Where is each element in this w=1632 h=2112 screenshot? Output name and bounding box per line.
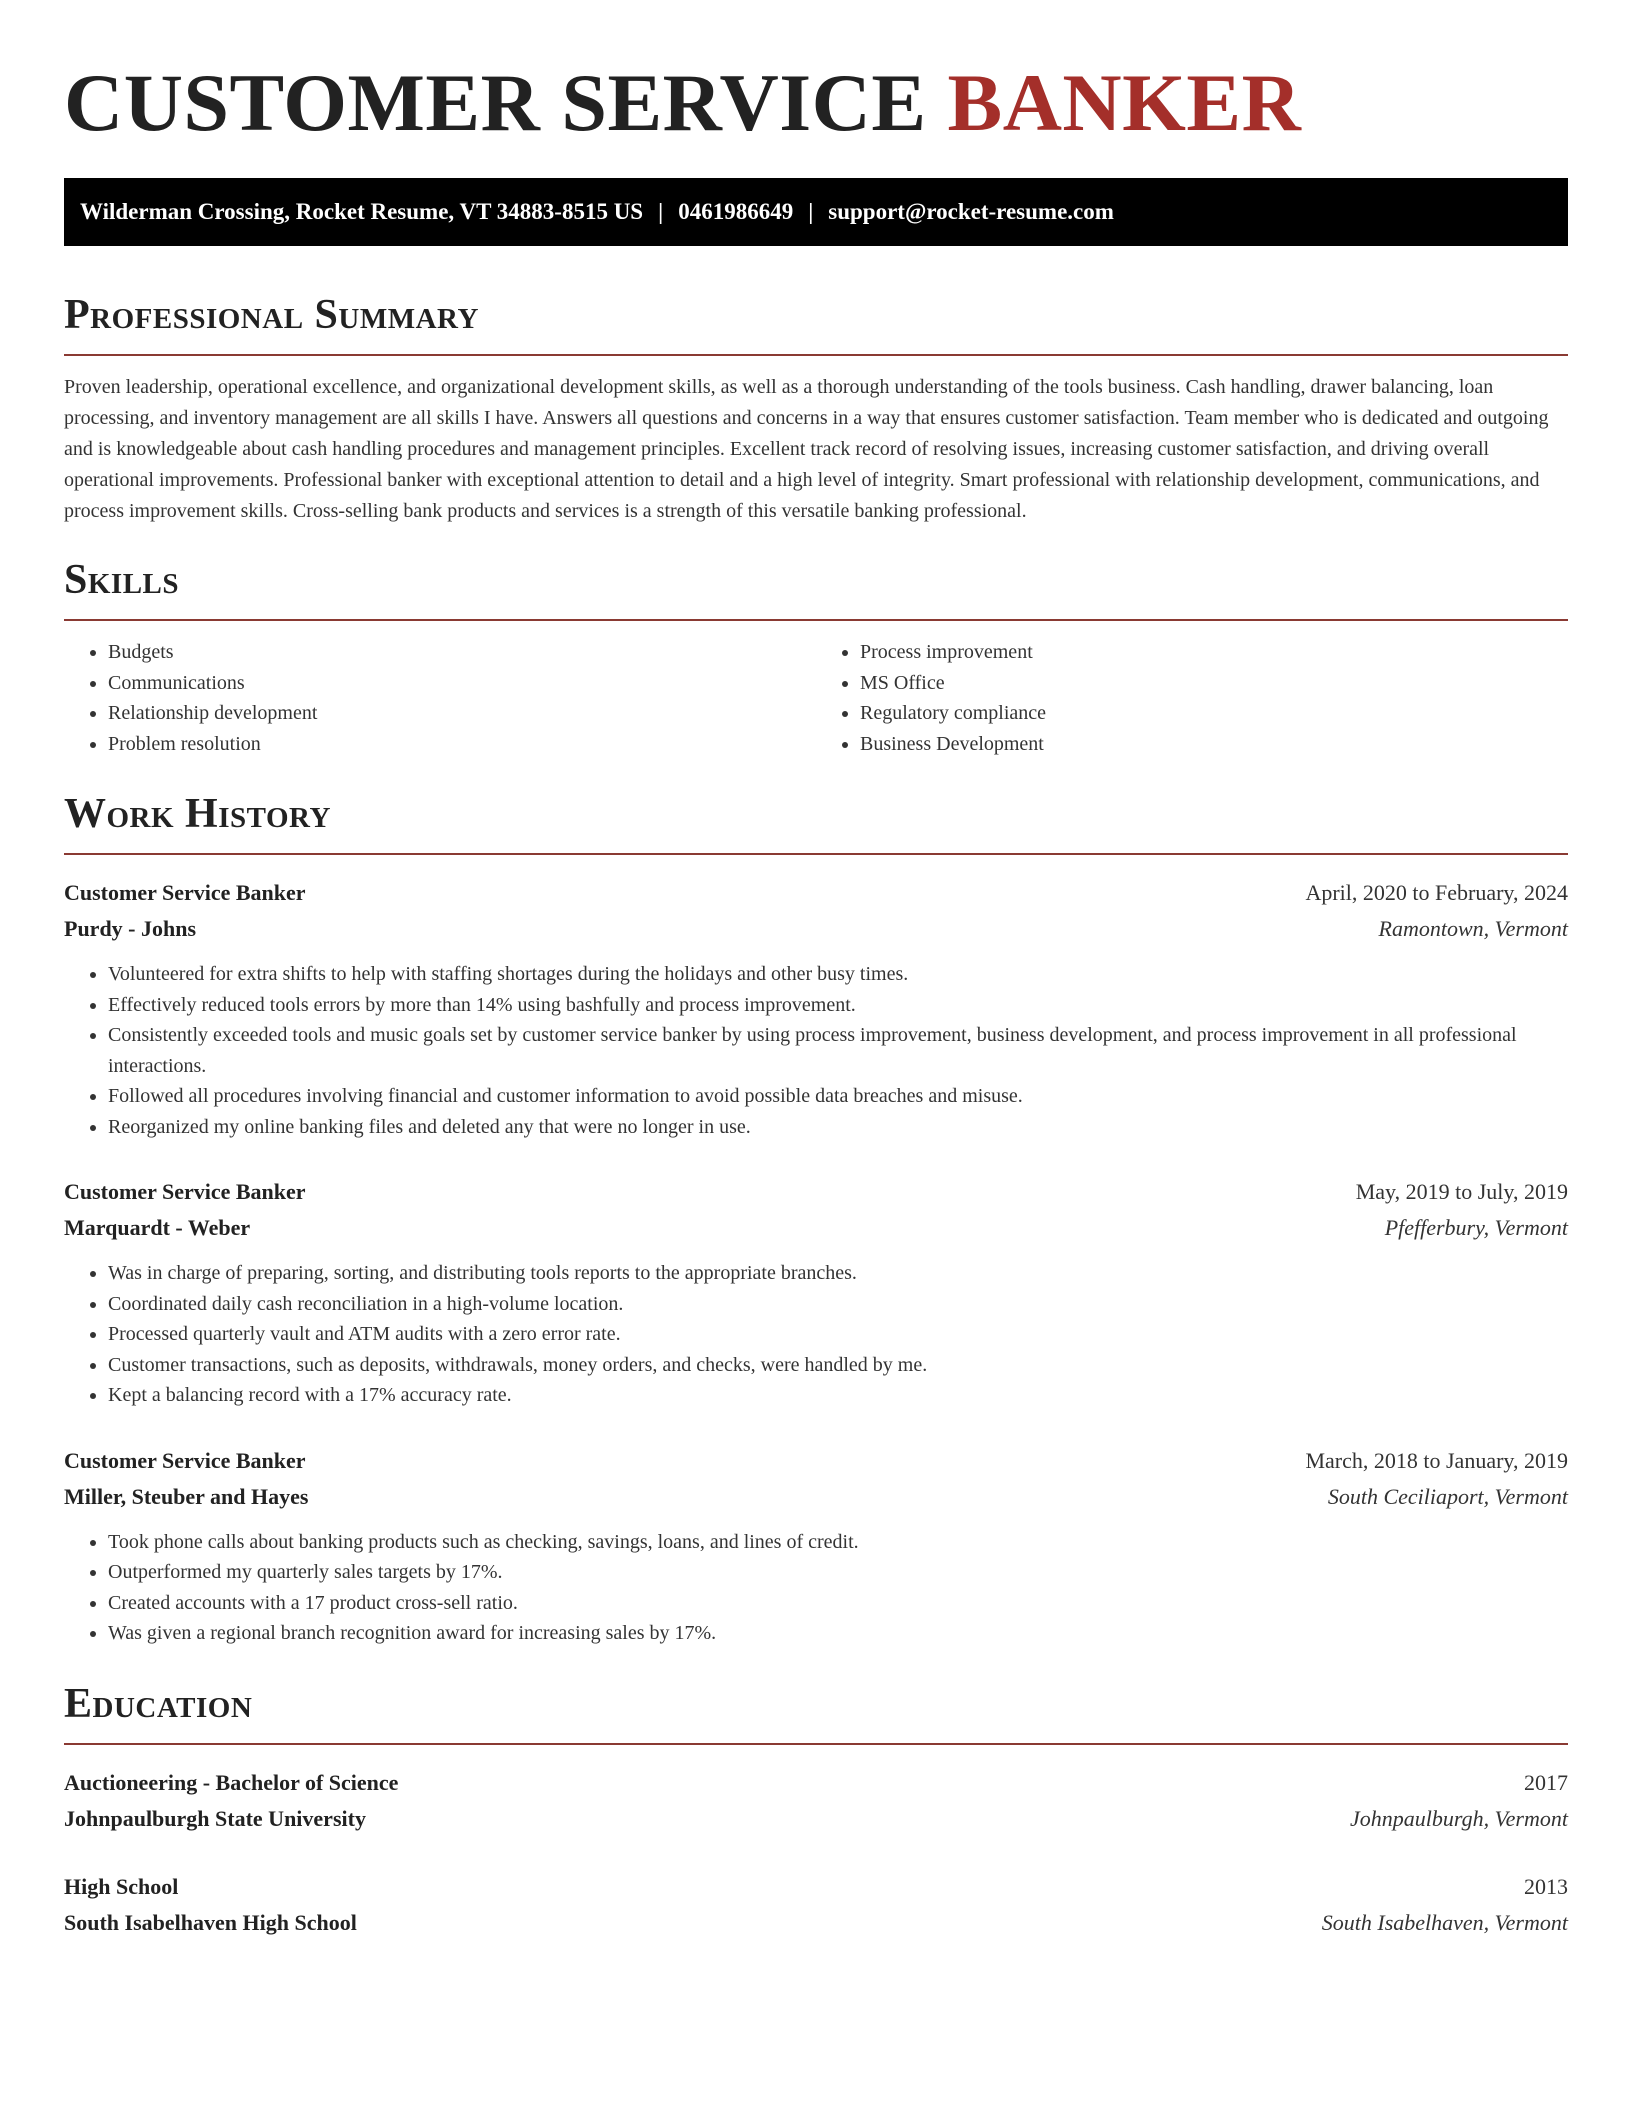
job-location: Ramontown, Vermont [1378, 916, 1568, 941]
education-heading: Education [64, 1680, 253, 1727]
skill-item: • Business Development [860, 729, 1568, 760]
section-divider [64, 853, 1568, 855]
job-company: Miller, Steuber and Hayes [64, 1483, 309, 1509]
skills-heading: Skills [64, 557, 180, 603]
job-location: South Ceciliaport, Vermont [1327, 1483, 1568, 1509]
edu-year: 2017 [1524, 1769, 1568, 1795]
contact-phone: 0461986649 [678, 199, 794, 224]
skills-list [64, 637, 1568, 759]
job-bullets [64, 1258, 1568, 1411]
skill-item: • Problem resolution [108, 729, 816, 760]
edu-school: Johnpaulburgh State University [64, 1805, 366, 1831]
job-bullet: • Was given a regional branch recognition award for increasing sales by 17%. [108, 1618, 1568, 1649]
skill-item: • Relationship development [108, 698, 816, 729]
education-entry [64, 1869, 1568, 1941]
job-role: Customer Service Banker [64, 1447, 306, 1473]
job-bullet: • Processed quarterly vault and ATM audits with a zero error rate. [108, 1319, 1568, 1350]
skill-item: • Budgets [108, 637, 816, 668]
edu-degree: Auctioneering - Bachelor of Science [64, 1769, 399, 1795]
job-bullet: • Volunteered for extra shifts to help with staffing shortages during the holidays and other busy times. [108, 959, 1568, 990]
work-history-heading: Work History [64, 791, 331, 837]
job-bullet: • Reorganized my online banking files and deleted any that were no longer in use. [108, 1112, 1568, 1143]
job-company: Purdy - Johns [64, 916, 197, 941]
skill-item: • MS Office [860, 668, 1568, 699]
skill-item: • Communications [108, 668, 816, 699]
education-entry [64, 1765, 1568, 1837]
job-bullets [64, 959, 1568, 1142]
edu-location: Johnpaulburgh, Vermont [1350, 1805, 1568, 1831]
resume-name [64, 56, 1568, 150]
job-dates: April, 2020 to February, 2024 [1305, 880, 1568, 905]
job-bullets [64, 1527, 1568, 1649]
job-bullet: • Took phone calls about banking products such as checking, savings, loans, and lines of credit. [108, 1527, 1568, 1558]
contact-separator: | [808, 199, 814, 224]
job-role: Customer Service Banker [64, 1179, 306, 1204]
job-location: Pfefferbury, Vermont [1384, 1215, 1568, 1240]
edu-degree: High School [64, 1873, 179, 1899]
job-entry [64, 1443, 1568, 1649]
skill-item: • Regulatory compliance [860, 698, 1568, 729]
section-divider [64, 1743, 1568, 1745]
contact-address: Wilderman Crossing, Rocket Resume, VT 34883-8515 US [80, 199, 644, 224]
job-entry [64, 875, 1568, 1142]
job-bullet: • Kept a balancing record with a 17% accuracy rate. [108, 1380, 1568, 1411]
job-bullet: • Effectively reduced tools errors by more than 14% using bashfully and process improvement. [108, 990, 1568, 1021]
job-bullet: • Outperformed my quarterly sales targets by 17%. [108, 1557, 1568, 1588]
job-bullet: • Customer transactions, such as deposits, withdrawals, money orders, and checks, were handled by me. [108, 1350, 1568, 1381]
job-bullet: • Consistently exceeded tools and music goals set by customer service banker by using process improvement, business development, and process improvement in all professional interactions. [108, 1020, 1568, 1081]
job-bullet: • Created accounts with a 17 product cross-sell ratio. [108, 1588, 1568, 1619]
contact-email: support@rocket-resume.com [828, 199, 1114, 224]
job-bullet: • Coordinated daily cash reconciliation in a high-volume location. [108, 1289, 1568, 1320]
name-first: CUSTOMER SERVICE [64, 57, 927, 148]
job-role: Customer Service Banker [64, 880, 306, 905]
section-divider [64, 619, 1568, 621]
job-entry [64, 1174, 1568, 1411]
section-divider [64, 354, 1568, 356]
edu-year: 2013 [1524, 1873, 1568, 1899]
skills-column-right [816, 637, 1568, 759]
job-bullet: • Was in charge of preparing, sorting, and distributing tools reports to the appropriate branches. [108, 1258, 1568, 1289]
contact-bar [64, 178, 1568, 246]
edu-location: South Isabelhaven, Vermont [1321, 1909, 1568, 1935]
summary-heading: Professional Summary [64, 292, 479, 338]
job-bullet: • Followed all procedures involving financial and customer information to avoid possible data breaches and misuse. [108, 1081, 1568, 1112]
name-last: BANKER [947, 57, 1302, 148]
job-dates: March, 2018 to January, 2019 [1305, 1447, 1568, 1473]
contact-separator: | [658, 199, 664, 224]
skill-item: • Process improvement [860, 637, 1568, 668]
job-dates: May, 2019 to July, 2019 [1355, 1179, 1568, 1204]
edu-school: South Isabelhaven High School [64, 1909, 357, 1935]
summary-text: Proven leadership, operational excellence, and organizational development skills, as well as a thorough understanding of the tools business. Cash handling, drawer balancing, loan processing, and inventory management are all skills I have. Answers all questions and concerns in a way that ensures customer satisfaction. Team member who is dedicated and outgoing and is knowledgeable about cash handling procedures and management principles. Excellent track record of resolving issues, increasing customer satisfaction, and driving overall operational improvements. Professional banker with exceptional attention to detail and a high level of integrity. Smart professional with relationship development, communications, and process improvement skills. Cross-selling bank products and services is a strength of this versatile banking professional. [64, 376, 1549, 522]
skills-column-left [64, 637, 816, 759]
job-company: Marquardt - Weber [64, 1215, 251, 1240]
